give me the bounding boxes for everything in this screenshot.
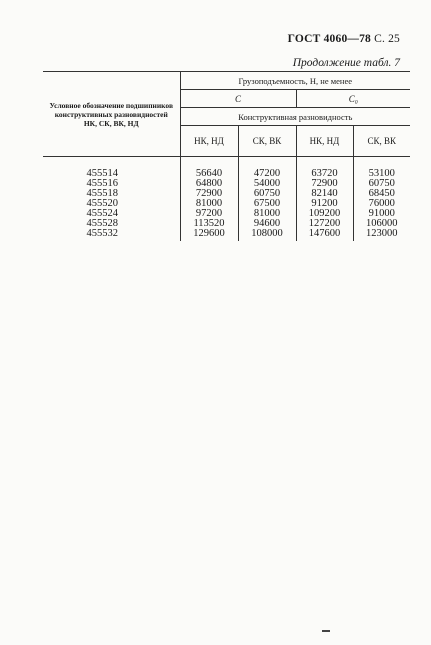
table-cell: 64800 xyxy=(180,179,238,189)
table-cell: 94600 xyxy=(238,219,296,229)
page-header xyxy=(288,33,400,45)
page-number: С. 25 xyxy=(374,33,400,45)
col-header: НК, НД xyxy=(296,126,353,157)
c0-header: C₀ xyxy=(296,90,410,108)
table-continuation-caption: Продолжение табл. 7 xyxy=(292,57,400,69)
table-cell: 91000 xyxy=(353,209,410,219)
bearing-designation: 455516 xyxy=(86,178,118,189)
bearing-designation: 455528 xyxy=(86,218,118,229)
bearing-designation: 455520 xyxy=(86,198,118,209)
table-cell: 113520 xyxy=(180,219,238,229)
header-row-1 xyxy=(43,72,410,90)
table-cell: 81000 xyxy=(180,199,238,209)
col-header: НК, НД xyxy=(180,126,238,157)
table-cell: 108000 xyxy=(238,229,296,241)
bearing-designation: 455524 xyxy=(86,208,118,219)
table-cell: 123000 xyxy=(353,229,410,241)
row-header-cell: Условное обозначение подшипников конструктивных разновидностей НК, СК, ВК, НД xyxy=(43,72,180,157)
table-cell: 72900 xyxy=(180,189,238,199)
table-cell: 72900 xyxy=(296,179,353,189)
table-cell: 63720 xyxy=(296,169,353,179)
design-variant-header: Конструктивная разновидность xyxy=(180,108,410,126)
bearing-designation: 455518 xyxy=(86,188,118,199)
table-row xyxy=(43,229,410,241)
table-cell: 106000 xyxy=(353,219,410,229)
table-cell: 54000 xyxy=(238,179,296,189)
c-header: C xyxy=(180,90,296,108)
table-cell: 47200 xyxy=(238,169,296,179)
bearing-designation: 455514 xyxy=(86,168,118,179)
table-cell: 82140 xyxy=(296,189,353,199)
table-cell: 68450 xyxy=(353,189,410,199)
table-cell: 109200 xyxy=(296,209,353,219)
table-cell: 76000 xyxy=(353,199,410,209)
table-cell: 60750 xyxy=(353,179,410,189)
table-cell: 56640 xyxy=(180,169,238,179)
col-header: СК, ВК xyxy=(353,126,410,157)
table-cell: 127200 xyxy=(296,219,353,229)
table-cell: 147600 xyxy=(296,229,353,241)
footer-dash xyxy=(322,630,330,632)
table-cell: 129600 xyxy=(180,229,238,241)
bearing-designation: 455532 xyxy=(86,228,118,239)
table-cell: 91200 xyxy=(296,199,353,209)
load-capacity-header: Грузоподъемность, Н, не менее xyxy=(180,72,410,90)
table-cell: 67500 xyxy=(238,199,296,209)
table-cell: 53100 xyxy=(353,169,410,179)
table-cell: 97200 xyxy=(180,209,238,219)
table-cell: 60750 xyxy=(238,189,296,199)
table-cell: 81000 xyxy=(238,209,296,219)
load-capacity-table xyxy=(43,71,410,241)
col-header: СК, ВК xyxy=(238,126,296,157)
standard-number: ГОСТ 4060—78 xyxy=(287,33,371,45)
